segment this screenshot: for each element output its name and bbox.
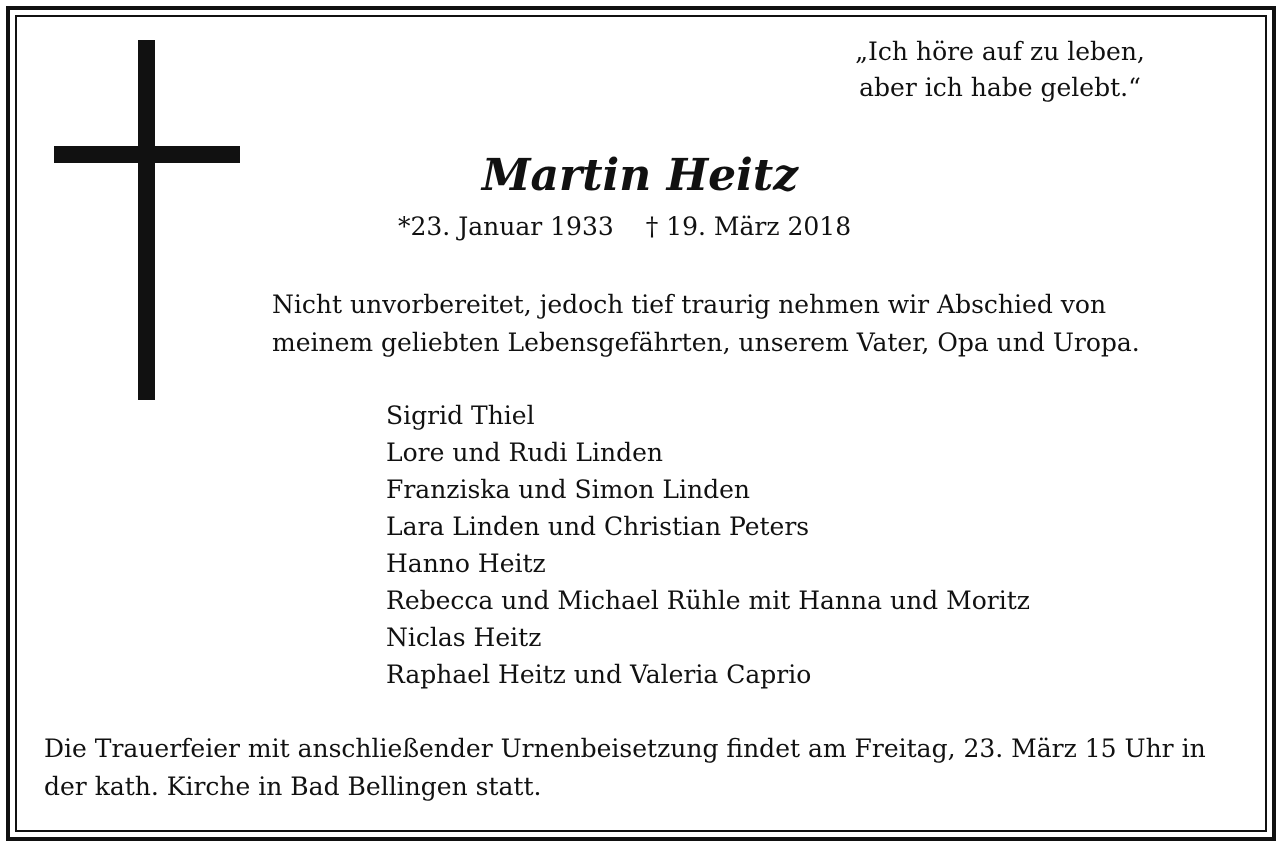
motto-line-1: „Ich höre auf zu leben, xyxy=(855,37,1145,66)
cross-horizontal-bar xyxy=(54,146,240,163)
motto-line-2: aber ich habe gelebt.“ xyxy=(859,73,1141,102)
birth-date: *23. Januar 1933 xyxy=(398,212,614,241)
mourner-name: Rebecca und Michael Rühle mit Hanna und Moritz xyxy=(386,586,1030,615)
funeral-notice xyxy=(44,730,1254,806)
message-line-2: meinem geliebten Lebensgefährten, unserem Vater, Opa und Uropa. xyxy=(272,328,1140,357)
motto-quote xyxy=(830,34,1170,106)
death-date: † 19. März 2018 xyxy=(645,212,852,241)
notice-line-1: Die Trauerfeier mit anschließender Urnenbeisetzung findet am Freitag, 23. März 15 Uhr in xyxy=(44,734,1206,763)
mourner-list xyxy=(386,397,1030,693)
deceased-name: Martin Heitz xyxy=(481,150,799,201)
mourner-name: Niclas Heitz xyxy=(386,623,542,652)
farewell-message xyxy=(272,286,1232,362)
cross-vertical-bar xyxy=(138,40,155,400)
mourner-name: Raphael Heitz und Valeria Caprio xyxy=(386,660,812,689)
message-line-1: Nicht unvorbereitet, jedoch tief traurig nehmen wir Abschied von xyxy=(272,290,1107,319)
notice-line-2: der kath. Kirche in Bad Bellingen statt. xyxy=(44,772,542,801)
mourner-name: Lore und Rudi Linden xyxy=(386,438,663,467)
mourner-name: Sigrid Thiel xyxy=(386,401,535,430)
mourner-name: Franziska und Simon Linden xyxy=(386,475,750,504)
mourner-name: Hanno Heitz xyxy=(386,549,546,578)
mourner-name: Lara Linden und Christian Peters xyxy=(386,512,810,541)
life-dates xyxy=(398,212,851,241)
